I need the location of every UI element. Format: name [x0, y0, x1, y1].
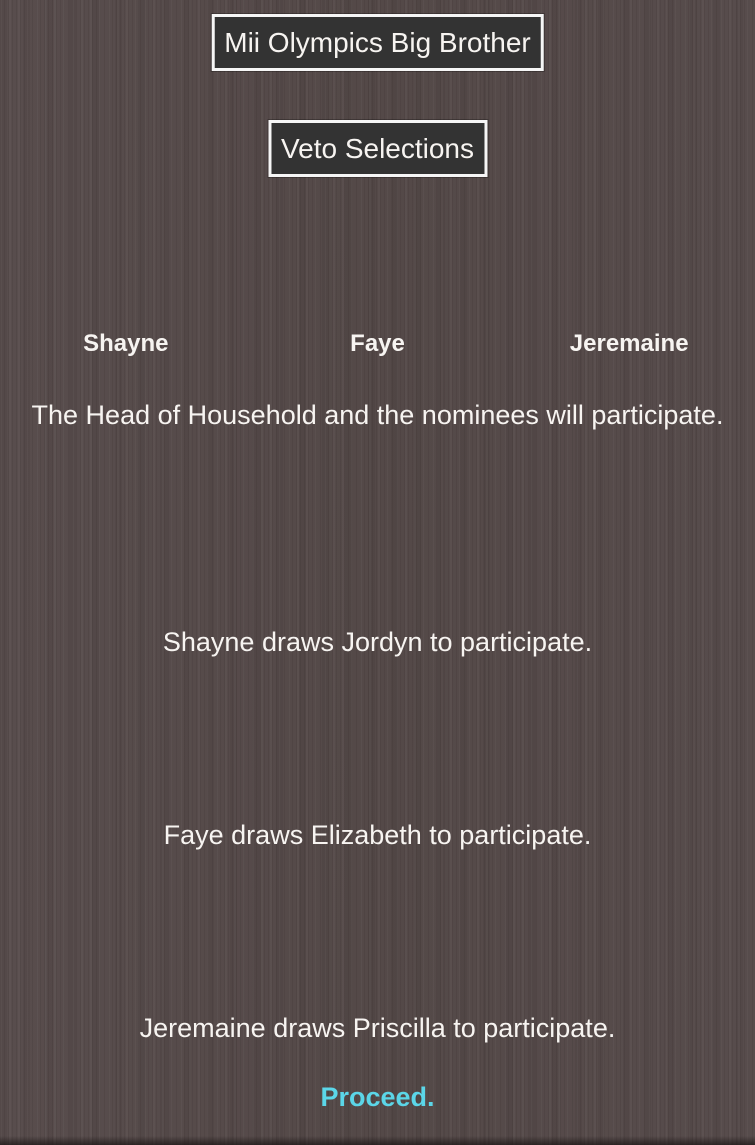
participant-name-shayne: Shayne	[83, 330, 169, 357]
draw-message-jeremaine: Jeremaine draws Priscilla to participate.	[139, 1013, 616, 1043]
participant-name-jeremaine: Jeremaine	[569, 330, 689, 357]
draw-message-shayne: Shayne draws Jordyn to participate.	[162, 627, 593, 657]
subtitle-box	[268, 120, 487, 177]
title-box	[211, 14, 544, 71]
participants-row	[0, 330, 755, 358]
page-title: Mii Olympics Big Brother	[224, 27, 531, 58]
intro-message: The Head of Household and the nominees will participate.	[31, 400, 724, 430]
draw-message-faye: Faye draws Elizabeth to participate.	[163, 820, 592, 850]
participant-name-faye: Faye	[350, 330, 405, 357]
bottom-shadow	[0, 1136, 755, 1145]
page-subtitle: Veto Selections	[280, 133, 475, 164]
proceed-row	[0, 1081, 755, 1113]
proceed-link[interactable]: Proceed.	[320, 1082, 435, 1112]
